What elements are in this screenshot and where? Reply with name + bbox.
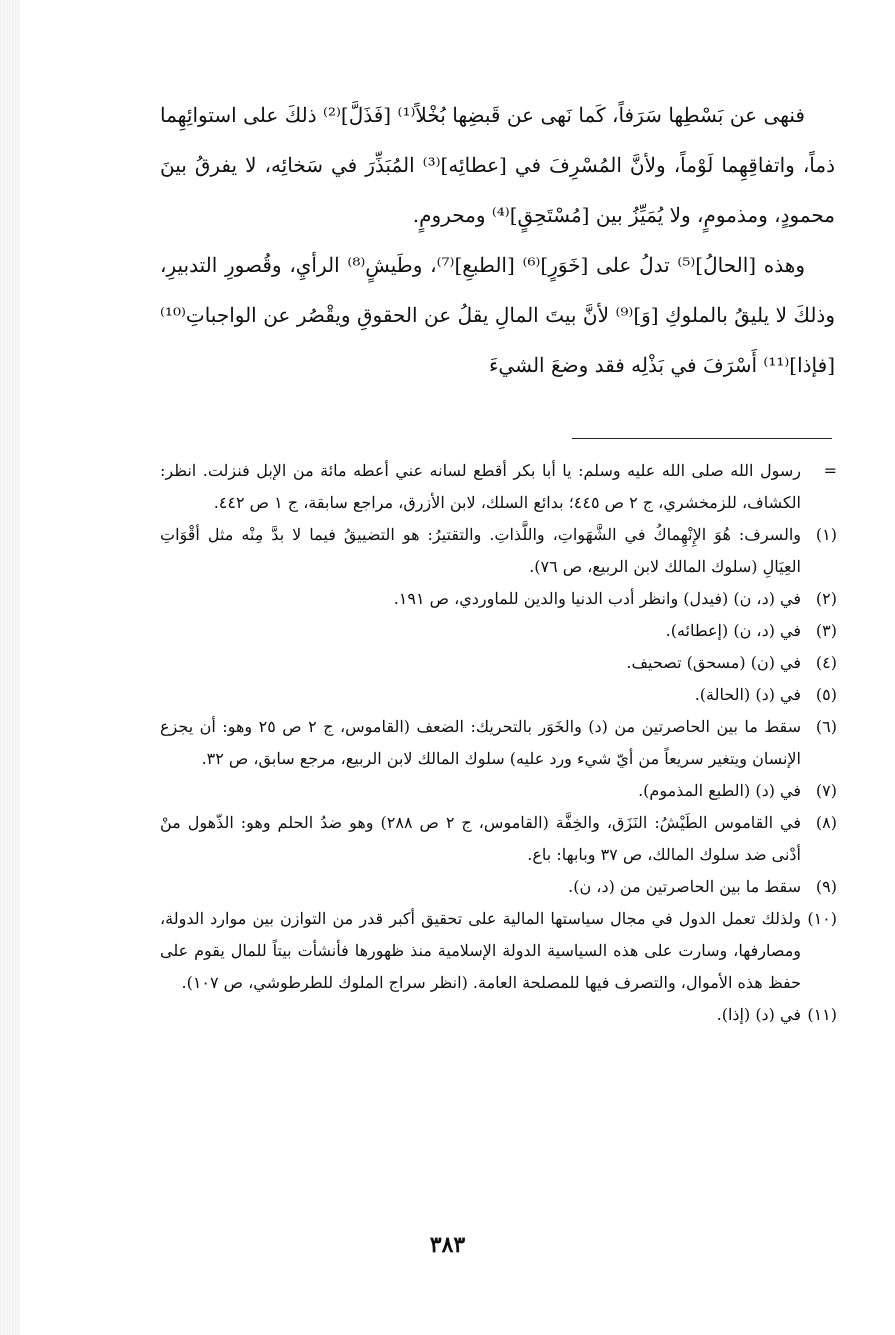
paragraph-1: فنهى عن بَسْطِها سَرَفاً، كَما نَهى عن قَبضِها بُخْلاً⁽¹⁾ [فَذَلَّ]⁽²⁾ ذلكَ على استوائِهِما ذماً، واتفاقِهِما لَوْماً، ولأنَّ المُسْرِفَ في [عطائِه]⁽³⁾ المُبَذِّرَ في سَخائِه، لا يفرقُ بينَ محمودٍ، ومذمومٍ، ولا يُمَيِّزُ بين [مُسْتَحِقٍ]⁽⁴⁾ ومحرومٍ. [160,103,835,227]
footnote-continuation [160,455,837,519]
footnote-text: في (د) (الحالة). [694,685,801,704]
footnote-number: (٦) [815,717,837,736]
footnote-10 [160,903,837,999]
footnote-text: ولذلك تعمل الدول في مجال سياستها المالية على تحقيق أكبر قدر من التوازن بين موارد الدولة، ومصارفها، وسارت على هذه السياسية الدولة الإسلامية منذ ظهورها فأنشأت بيتاً للمال يقوم على حفظ هذه الأموال، والتصرف فيها للمصلحة العامة. (انظر سراج الملوك للطرطوشي، ص ١٠٧). [160,909,801,992]
footnote-5 [160,679,837,711]
footnote-11 [160,999,837,1031]
footnote-text: والسرف: هُوَ الإِنْهِماكُ في الشَّهَواتِ، واللَّذاتِ. والتقتيرُ: هو التضييقُ فيما لا بدَّ مِنْه مثل أقْوَاتِ العِيَالِ (سلوك المالك لابن الربيع، ص ٧٦). [160,525,801,576]
footnote-text: في (د) (الطبع المذموم). [638,781,801,800]
paragraph-2: وهذه [الحالُ]⁽⁵⁾ تدلُ على [خَوَرٍ]⁽⁶⁾ [الطبعِ]⁽⁷⁾، وطَيشٍ⁽⁸⁾ الرأيِ، وقُصورِ التدبيرِ، وذلكَ لا يليقُ بالملوكِ [وَ]⁽⁹⁾ لأنَّ بيتَ المالِ يقلُ عن الحقوقِ ويقْصُر عن الواجباتِ⁽¹⁰⁾ [فإذا]⁽¹¹⁾ أَسْرَفَ في بَذْلِه فقد وضعَ الشيءَ [160,253,836,377]
footnote-4 [160,647,837,679]
footnotes [160,455,837,1031]
footnote-marker: = [823,461,837,480]
footnote-number: (٤) [815,653,837,672]
footnote-number: (١١) [807,1005,837,1024]
footnote-7 [160,775,837,807]
footnote-number: (٩) [815,877,837,896]
footnote-separator [572,438,832,439]
footnote-9 [160,871,837,903]
footnote-text: في (د، ن) (إعطائه). [665,621,801,640]
footnote-text: رسول الله صلى الله عليه وسلم: يا أبا بكر أقطع لسانه عني أعطه مائة من الإبل فنزلت. انظر: الكشاف، للزمخشري، ج ٢ ص ٤٤٥؛ بدائع السلك، لابن الأزرق، مراجع سابقة، ج ١ ص ٤٤٢. [160,461,801,512]
footnote-2 [160,583,837,615]
footnote-6 [160,711,837,775]
footnote-text: في (د) (إذا). [716,1005,801,1024]
page-number: ٣٨٣ [429,1232,466,1258]
footnote-text: سقط ما بين الحاصرتين من (د) والخَوَر بالتحريك: الضعف (القاموس، ج ٢ ص ٢٥ وهو: أن يجزع الإنسان ويتغير سريعاً من أيّ شيء ورد عليه) سلوك المالك لابن الربيع، مرجع سابق، ص ٣٢. [160,717,802,768]
footnote-text: في (ن) (مسحق) تصحيف. [626,653,801,672]
footnote-number: (٨) [815,813,837,832]
footnote-3 [160,615,837,647]
footnote-text: في القاموس الطَيْشُ: النَزَق، والخِفَّة (القاموس، ج ٢ ص ٢٨٨) وهو ضدُ الحلم وهو: الذّهول منْ أدْنى ضد سلوك المالك، ص ٣٧ وبابها: باع. [160,813,802,864]
footnote-number: (٥) [815,685,837,704]
footnote-number: (١٠) [807,909,837,928]
main-text [160,90,835,390]
footnote-8 [160,807,837,871]
footnote-number: (٧) [815,781,837,800]
footnote-number: (٣) [815,621,837,640]
footnote-text: في (د، ن) (فيدل) وانظر أدب الدنيا والدين للماوردي، ص ١٩١. [393,589,801,608]
footnote-number: (١) [815,525,837,544]
footnote-number: (٢) [815,589,837,608]
footnote-1 [160,519,837,583]
page-edge-shadow [0,0,20,1335]
footnote-text: سقط ما بين الحاصرتين من (د، ن). [568,877,801,896]
